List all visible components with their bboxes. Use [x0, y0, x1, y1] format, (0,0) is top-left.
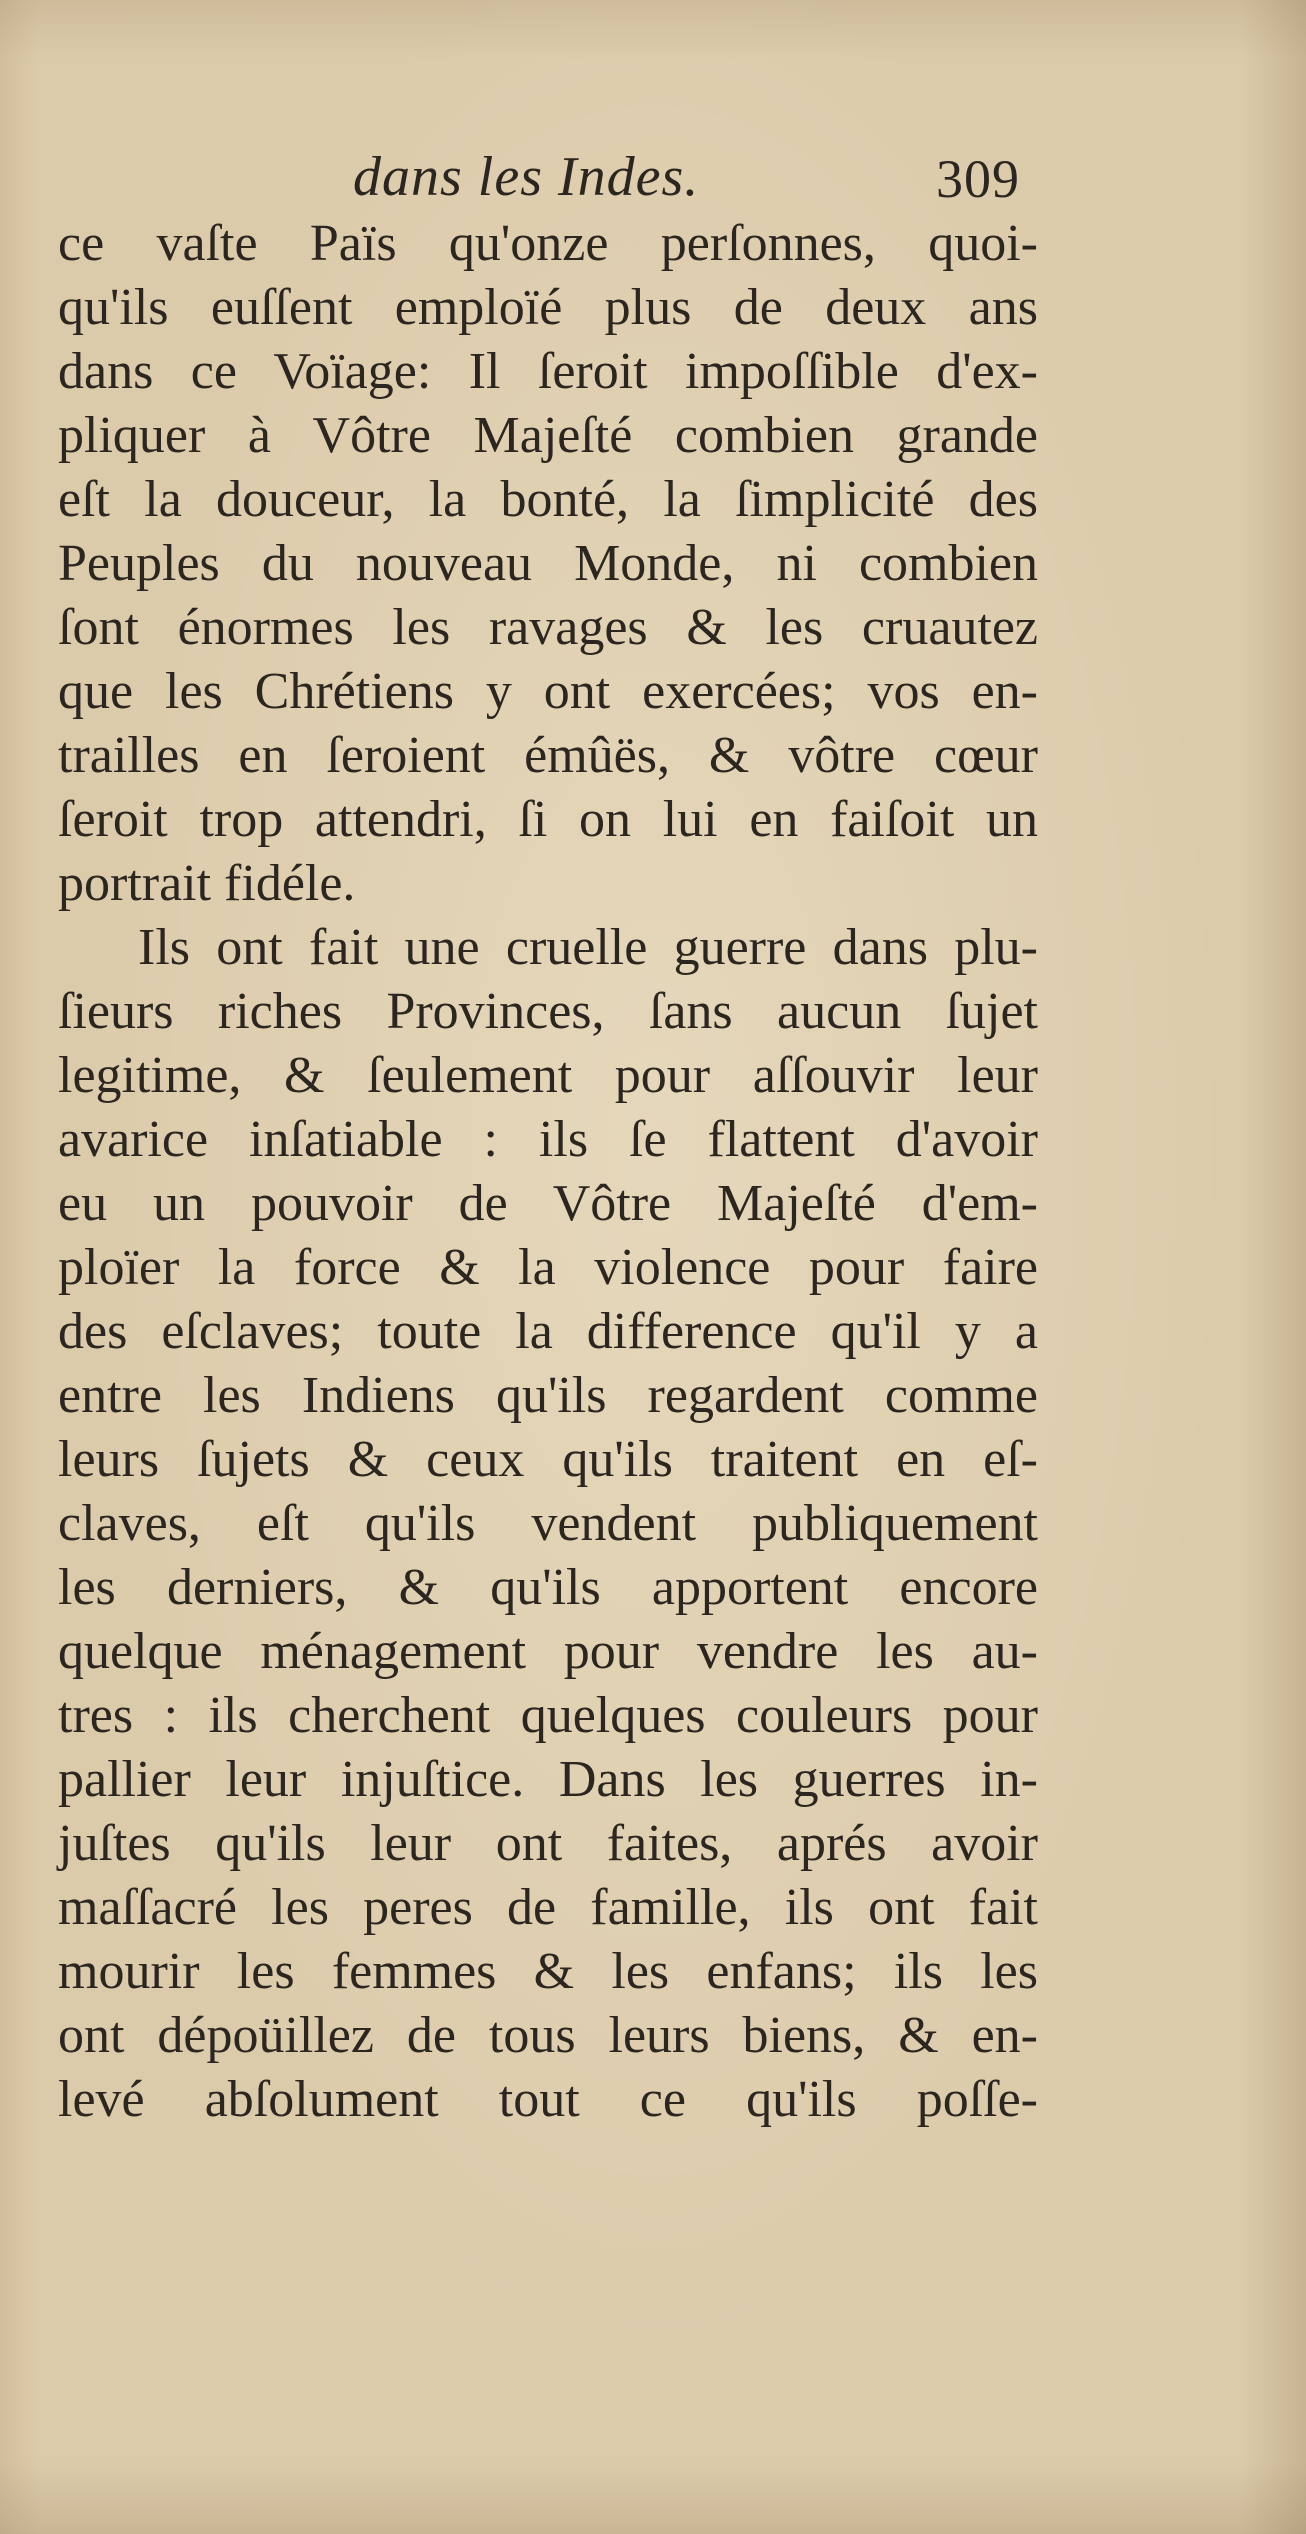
text-line: des eſclaves; toute la difference qu'il y a	[58, 1303, 1038, 1360]
text-line: portrait fidéle.	[58, 855, 356, 912]
text-line: quelque ménagement pour vendre les au-	[58, 1623, 1038, 1680]
text-line: trailles en ſeroient émûës, & vôtre cœur	[58, 727, 1038, 784]
text-line: levé abſolument tout ce qu'ils poſſe-	[58, 2071, 1038, 2128]
text-line: dans ce Voïage: Il ſeroit impoſſible d'ex-	[58, 343, 1038, 400]
text-line: maſſacré les peres de famille, ils ont fait	[58, 1879, 1038, 1936]
text-line: ce vaſte Païs qu'onze perſonnes, quoi-	[58, 215, 1038, 272]
text-line: entre les Indiens qu'ils regardent comme	[58, 1367, 1038, 1424]
text-line: avarice inſatiable : ils ſe flattent d'avoir	[58, 1111, 1038, 1168]
text-line: ſont énormes les ravages & les cruautez	[58, 599, 1038, 656]
text-line: juſtes qu'ils leur ont faites, aprés avoir	[58, 1815, 1038, 1872]
text-line: pallier leur injuſtice. Dans les guerres in-	[58, 1751, 1038, 1808]
text-line: que les Chrétiens y ont exercées; vos en-	[58, 663, 1038, 720]
text-line: les derniers, & qu'ils apportent encore	[58, 1559, 1038, 1616]
text-line: ſeroit trop attendri, ſi on lui en faiſoit un	[58, 791, 1038, 848]
body-text	[58, 212, 1038, 2132]
running-title: dans les Indes.	[353, 146, 700, 208]
text-line: pliquer à Vôtre Majeſté combien grande	[58, 407, 1038, 464]
text-line: ont dépoüillez de tous leurs biens, & en-	[58, 2007, 1038, 2064]
text-line: ſieurs riches Provinces, ſans aucun ſujet	[58, 983, 1038, 1040]
text-line: mourir les femmes & les enfans; ils les	[58, 1943, 1038, 2000]
text-line: leurs ſujets & ceux qu'ils traitent en eſ-	[58, 1431, 1038, 1488]
paragraph-1	[58, 212, 1038, 916]
paragraph-2	[58, 916, 1038, 2132]
text-line: Peuples du nouveau Monde, ni combien	[58, 535, 1038, 592]
text-line: Ils ont fait une cruelle guerre dans plu-	[138, 919, 1038, 976]
text-line: eſt la douceur, la bonté, la ſimplicité des	[58, 471, 1038, 528]
text-line: qu'ils euſſent emploïé plus de deux ans	[58, 279, 1038, 336]
page-number: 309	[936, 149, 1020, 209]
text-line: ploïer la force & la violence pour faire	[58, 1239, 1038, 1296]
text-line: tres : ils cherchent quelques couleurs pour	[58, 1687, 1038, 1744]
running-head	[60, 142, 1020, 212]
text-line: legitime, & ſeulement pour aſſouvir leur	[58, 1047, 1038, 1104]
text-line: eu un pouvoir de Vôtre Majeſté d'em-	[58, 1175, 1038, 1232]
text-line: claves, eſt qu'ils vendent publiquement	[58, 1495, 1038, 1552]
